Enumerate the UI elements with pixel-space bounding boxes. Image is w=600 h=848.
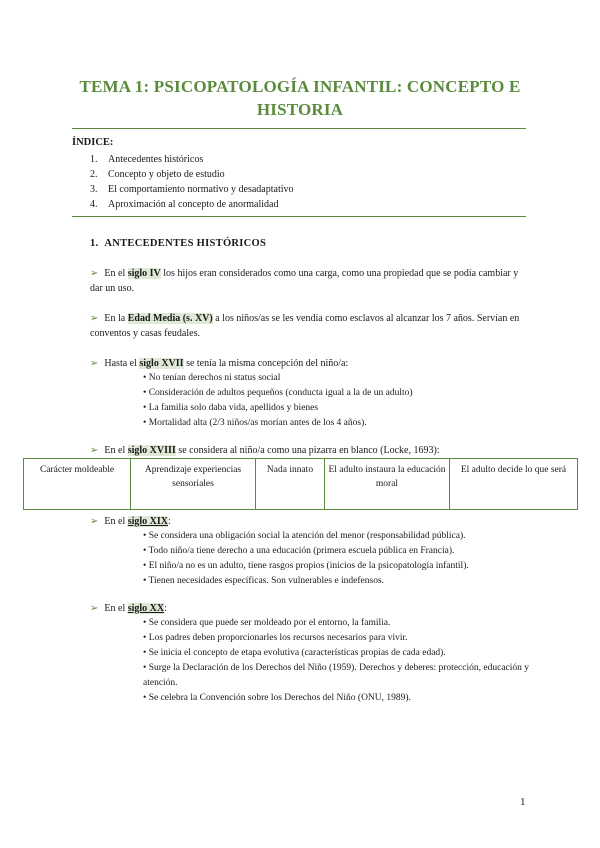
table-cell: Carácter moldeable: [24, 459, 131, 510]
list-item: • Todo niño/a tiene derecho a una educación (primera escuela pública en Francia).: [143, 544, 529, 559]
siglo-xvii-bullets: [143, 371, 529, 431]
list-item: • El niño/a no es un adulto, tiene rasgos propios (inicios de la psicopatología infantil).: [143, 559, 529, 574]
index-item: 1. Antecedentes históricos: [90, 154, 204, 165]
page-number: 1: [520, 796, 526, 808]
list-item: • Se celebra la Convención sobre los Derechos del Niño (ONU, 1989).: [143, 691, 529, 706]
table-cell: El adulto decide lo que será: [450, 459, 578, 510]
paragraph-edad-media: ➢ En la Edad Media (s. XV) a los niños/as se les vendía como esclavos al alcanzar los 7 años. Servían en conventos y casas feudales.: [90, 313, 520, 339]
list-item: • La familia solo daba vida, apellidos y bienes: [143, 401, 529, 416]
index-item: 3. El comportamiento normativo y desadaptativo: [90, 184, 294, 195]
index-list: [90, 152, 294, 212]
list-item: • Consideración de adultos pequeños (conducta igual a la de un adulto): [143, 386, 529, 401]
locke-table: [23, 458, 578, 510]
paragraph-siglo-iv: ➢ En el siglo IV los hijos eran considerados como una carga, como una propiedad que se podía cambiar y dar un uso.: [90, 268, 519, 294]
paragraph-siglo-xix: ➢ En el siglo XIX:: [90, 516, 171, 527]
paragraph-siglo-xvii: ➢ Hasta el siglo XVII se tenía la misma concepción del niño/a:: [90, 358, 349, 369]
list-item: • Tienen necesidades específicas. Son vulnerables e indefensos.: [143, 574, 529, 589]
siglo-xix-bullets: [143, 529, 529, 589]
arrow-bullet-icon: ➢: [90, 313, 99, 324]
list-item: • Se inicia el concepto de etapa evolutiva (características propias de cada edad).: [143, 646, 529, 661]
list-item: • Los padres deben proporcionarles los recursos necesarios para vivir.: [143, 631, 529, 646]
index-divider: [72, 216, 526, 217]
section-heading: 1. ANTECEDENTES HISTÓRICOS: [90, 238, 267, 249]
document-title: TEMA 1: PSICOPATOLOGÍA INFANTIL: CONCEPTO E HISTORIA: [79, 77, 521, 119]
arrow-bullet-icon: ➢: [90, 268, 99, 279]
table-cell: Aprendizaje experiencias sensoriales: [131, 459, 256, 510]
table-cell: El adulto instaura la educación moral: [325, 459, 450, 510]
list-item: • Se considera que puede ser moldeado por el entorno, la familia.: [143, 616, 529, 631]
list-item: • Mortalidad alta (2/3 niños/as morían antes de los 4 años).: [143, 416, 529, 431]
arrow-bullet-icon: ➢: [90, 603, 99, 614]
arrow-bullet-icon: ➢: [90, 358, 99, 369]
list-item: • No tenían derechos ni status social: [143, 371, 529, 386]
list-item: • Se considera una obligación social la atención del menor (responsabilidad pública).: [143, 529, 529, 544]
paragraph-siglo-xx: ➢ En el siglo XX:: [90, 603, 167, 614]
table-row: [24, 459, 578, 510]
paragraph-siglo-xviii: ➢ En el siglo XVIII se considera al niño/a como una pizarra en blanco (Locke, 1693):: [90, 445, 440, 456]
table-cell: Nada innato: [256, 459, 325, 510]
arrow-bullet-icon: ➢: [90, 516, 99, 527]
index-item: 4. Aproximación al concepto de anormalidad: [90, 199, 279, 210]
index-item: 2. Concepto y objeto de estudio: [90, 169, 225, 180]
index-heading: ÍNDICE:: [72, 137, 114, 148]
siglo-xx-bullets: [143, 616, 529, 706]
list-item: • Surge la Declaración de los Derechos del Niño (1959). Derechos y deberes: protección, educación y atención.: [143, 661, 529, 691]
title-divider: [72, 128, 526, 129]
arrow-bullet-icon: ➢: [90, 445, 99, 456]
